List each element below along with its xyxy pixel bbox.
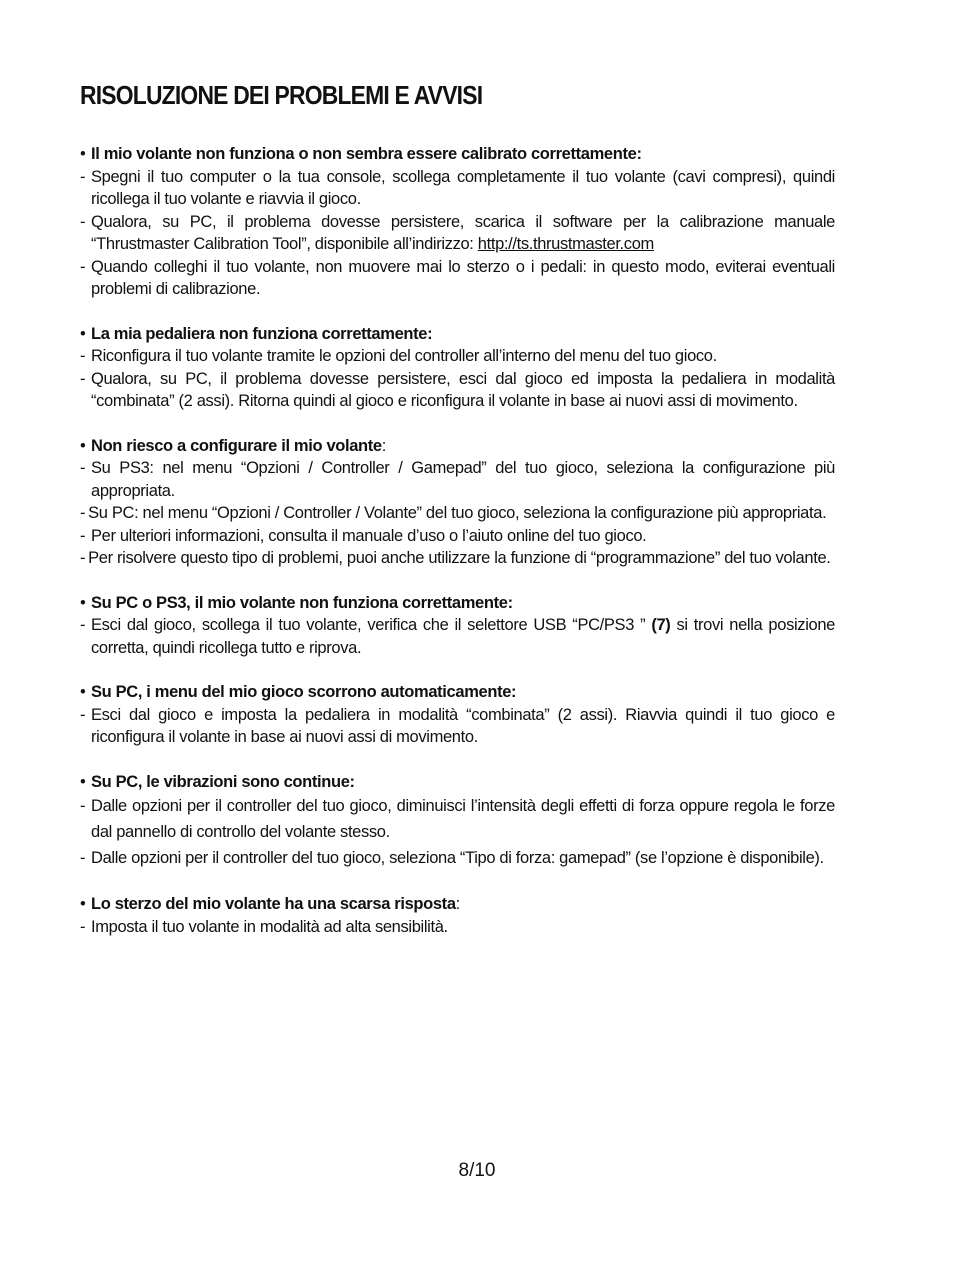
list-item: - Dalle opzioni per il controller del tuo gioco, seleziona “Tipo di forza: gamepad” (se l’opzione è disponibile). (80, 845, 835, 871)
dash-icon: - (80, 167, 86, 186)
section-configure (80, 435, 835, 570)
selector-reference: (7) (651, 616, 671, 634)
list-item: - Quando colleghi il tuo volante, non muovere mai lo sterzo o i pedali: in questo modo, eviterai eventuali problemi di calibrazione. (80, 257, 835, 298)
list-item: - Riconfigura il tuo volante tramite le opzioni del controller all’interno del menu del tuo gioco. (80, 345, 835, 368)
bullet-icon: • (80, 593, 86, 612)
section-calibration (80, 143, 835, 301)
section-heading: • Lo sterzo del mio volante ha una scarsa risposta: (80, 893, 835, 916)
page-number: 8/10 (458, 1160, 496, 1181)
list-item: - Su PC: nel menu “Opzioni / Controller / Volante” del tuo gioco, seleziona la configurazione più appropriata. (80, 504, 827, 522)
dash-icon: - (80, 459, 86, 477)
list-item: - Qualora, su PC, il problema dovesse persistere, scarica il software per la calibrazione manuale “Thrustmaster Calibration Tool”, disponibile all’indirizzo: http://ts.thrustmaster.com (80, 212, 835, 253)
list-item: - Dalle opzioni per il controller del tuo gioco, diminuisci l’intensità degli effetti di forza oppure regola le forze dal pannello di controllo del volante stesso. (80, 793, 835, 845)
thrustmaster-link[interactable]: http://ts.thrustmaster.com (477, 235, 654, 253)
dash-icon: - (80, 257, 86, 276)
list-item: - Esci dal gioco, scollega il tuo volante, verifica che il selettore USB “PC/PS3 ” (7) si trovi nella posizione corretta, quindi ricollega tutto e riprova. (80, 616, 835, 657)
list-item: - Qualora, su PC, il problema dovesse persistere, esci dal gioco ed imposta la pedaliera in modalità “combinata” (2 assi). Ritorna quindi al gioco e riconfigura il volante in base ai nuovi assi di movimento. (80, 369, 835, 410)
document-body (80, 78, 835, 960)
bullet-icon: • (80, 324, 86, 343)
list-item: - Per ulteriori informazioni, consulta il manuale d’uso o l’aiuto online del tuo gioco. (80, 525, 835, 548)
dash-icon: - (80, 917, 86, 936)
list-item: - Imposta il tuo volante in modalità ad alta sensibilità. (80, 916, 835, 939)
section-pc-ps3 (80, 592, 835, 660)
list-item: - Per risolvere questo tipo di problemi, puoi anche utilizzare la funzione di “programmazione” del tuo volante. (80, 549, 831, 567)
bullet-icon: • (80, 145, 86, 163)
dash-icon: - (80, 526, 86, 545)
section-heading: • La mia pedaliera non funziona correttamente: (80, 323, 835, 346)
dash-icon: - (80, 212, 86, 231)
dash-icon: - (80, 347, 86, 365)
section-heading: • Non riesco a configurare il mio volante: (80, 435, 835, 458)
dash-icon: - (80, 705, 86, 724)
page-title: RISOLUZIONE DEI PROBLEMI E AVVISI (80, 80, 483, 110)
section-heading: • Su PC o PS3, il mio volante non funziona correttamente: (80, 592, 835, 615)
dash-icon: - (80, 369, 86, 388)
list-item: - Spegni il tuo computer o la tua console, scollega completamente il tuo volante (cavi compresi), quindi ricollega il tuo volante e riavvia il gioco. (80, 167, 835, 208)
list-item: - Su PS3: nel menu “Opzioni / Controller / Gamepad” del tuo gioco, seleziona la configurazione più appropriata. (80, 459, 835, 500)
list-item: - Esci dal gioco e imposta la pedaliera in modalità “combinata” (2 assi). Riavvia quindi il tuo gioco e riconfigura il volante in base ai nuovi assi di movimento. (80, 705, 835, 746)
section-heading: • Su PC, i menu del mio gioco scorrono automaticamente: (80, 681, 835, 704)
section-pedals (80, 323, 835, 413)
dash-icon: - (80, 797, 86, 815)
section-heading: • Il mio volante non funziona o non sembra essere calibrato correttamente: (80, 143, 835, 166)
section-steering-response (80, 893, 835, 938)
bullet-icon: • (80, 895, 86, 913)
section-menu-scroll (80, 681, 835, 749)
section-heading: • Su PC, le vibrazioni sono continue: (80, 771, 835, 794)
section-vibrations (80, 771, 835, 872)
dash-icon: - (80, 504, 86, 522)
bullet-icon: • (80, 683, 86, 701)
dash-icon: - (80, 549, 86, 567)
dash-icon: - (80, 616, 86, 634)
bullet-icon: • (80, 772, 86, 791)
bullet-icon: • (80, 436, 86, 455)
dash-icon: - (80, 849, 86, 867)
